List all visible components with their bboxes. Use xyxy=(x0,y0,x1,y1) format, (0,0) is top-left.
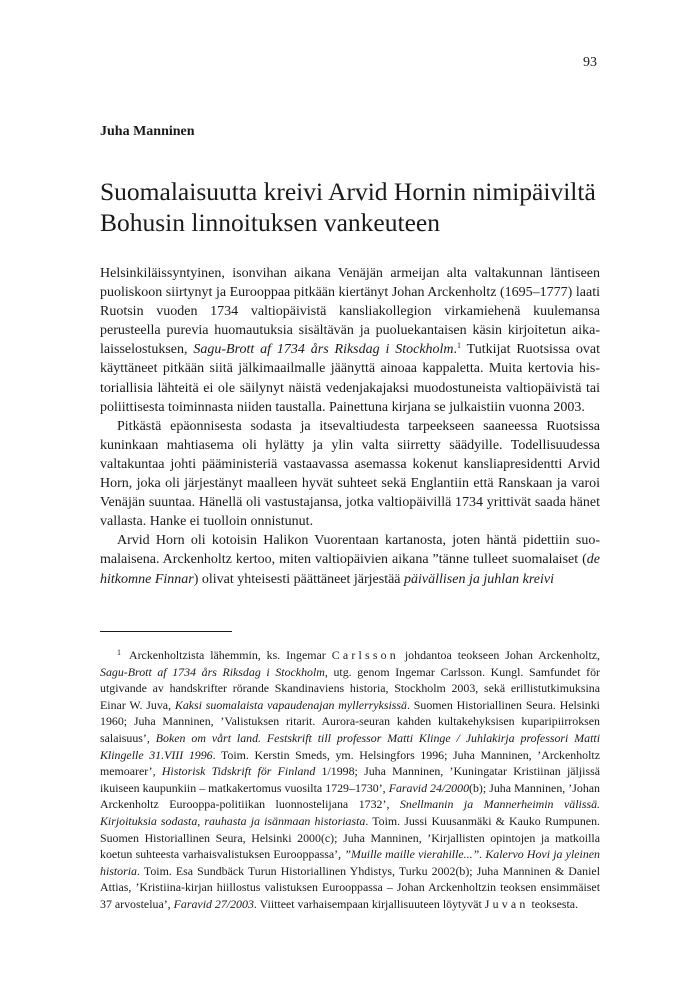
footnote-title: Historisk Tidskrift för Finland xyxy=(161,764,316,779)
body-text: Tutkijat Ruotsissa ovat käyttäneet pitkään siitä jälkimaailmalle jäänyttä ainoaa kappaletta. Muita kertovia historiallisia lähteitä ei ole säilynyt näistä vedenjakajaksi muodostuneista valtiopäivistä tai poliittisesta toiminnasta niiden taustalla. Painettuna kirjana se julkaistiin vuonna 2003. xyxy=(100,342,600,415)
article-title-line-2: Bohusin linnoituksen vankeuteen xyxy=(100,208,440,237)
footnote-marker: 1 xyxy=(117,648,121,657)
footnote-title: Sagu-Brott af 1734 års Riksdag i Stockholm xyxy=(100,664,325,679)
footnote-author-name: Carlsson xyxy=(331,648,399,662)
article-body xyxy=(100,264,600,589)
footnote-title: Snellmanin ja Mannerheimin välissä. Kirjoituksia sodasta, rauhasta ja isänmaan historiasta xyxy=(100,797,600,828)
footnote-author-name: Juvan xyxy=(484,896,529,911)
body-paragraph-3 xyxy=(100,531,600,588)
footnote-text: . Viitteet varhaisempaan kirjallisuuteen löytyvät xyxy=(253,896,485,911)
footnote-text: (b); Juha Manninen, ’Johan Arckenholtz Eurooppa-politiikan luonnostelijana 1732’, xyxy=(100,780,600,812)
footnote-reference: 1 xyxy=(457,341,462,351)
footnote-text: Arckenholtzista lähemmin, ks. Ingemar xyxy=(129,648,332,662)
footnote-text: , utg. genom Ingemar Carlsson. Kungl. Samfundet för utgivande av handskrifter rörande Skandinaviens historia, Stockholm 2003, sekä erillistutkimuksina Einar W. Juva, xyxy=(100,664,600,712)
book-title: Sagu-Brott af 1734 års Riksdag i Stockholm xyxy=(193,342,454,358)
page-number: 93 xyxy=(583,55,597,70)
footnote-title: Kaksi suomalaista vapaudenajan myllerryksissä xyxy=(174,697,407,712)
footnote-text: . Toim. Jussi Kuusanmäki & Kauko Rumpunen. Suomen Historiallinen Seura, Helsinki 2000(c); Juha Manninen, ’Kirjallisten opintojen ja matkoilla koetun suhteesta varhaisvalistuksen Eurooppassa’, xyxy=(100,813,600,862)
footnote-title: Faravid 24/2000 xyxy=(388,780,470,795)
footnote-text: . Suomen Historiallinen Seura. Helsinki 1960; Juha Manninen, ’Valistuksen ritarit. Aurora-seuran kahden kultakehyksisen kuparipiirroksen salaisuus’, xyxy=(100,697,600,745)
footnote-title: ”Muille maille vierahille...”. Kalervo Hovi ja yleinen historia xyxy=(100,847,600,878)
footnote-text: . Toim. Kerstin Smeds, ym. Helsingfors 1996; Juha Manninen, ’Arckenholtz memoarer’, xyxy=(100,747,601,779)
body-text: . xyxy=(453,342,458,358)
body-text: ) olivat yhteisesti päättäneet järjestää xyxy=(193,571,405,587)
footnote-separator xyxy=(100,631,232,632)
body-paragraph-1 xyxy=(100,264,600,417)
footnote-text: 1/1998; Juha Manninen, ’Kuningatar Kristiinan jäljissä ikuiseen kaupunkiin – matkakertomus vuosilta 1729–1730’, xyxy=(100,764,601,795)
body-text: Arvid Horn oli kotoisin Halikon Vuorentaan kartanosta, joten häntä pidettiin suomalaisena. Arckenholtz kertoo, miten valtiopäivien aikana ”tänne tulleet suomalaiset ( xyxy=(100,533,600,568)
footnote-text: teoksesta. xyxy=(528,896,579,911)
body-paragraph-2: Pitkästä epäonnisesta sodasta ja itsevaltiudesta tarpeekseen saaneessa Ruotsissa kuninkaan mahtiasema oli hylätty ja ylin valta siirretty säädyille. Todellisuudessa valtakuntaa johti pääministeriä vastaavassa asemassa kokenut kansliapresidentti Arvid Horn, joka oli järjestänyt maalleen hyvät suhteet sekä Englantiin että Ranskaan ja varoi Venäjän suuntaa. Hänellä oli vastustajansa, jotka valtiopäivillä 1734 yrittivät saada hänet vallasta. Hanke ei tuolloin onnistunut. xyxy=(100,418,600,530)
footnote-1 xyxy=(100,645,600,913)
article-title-line-1: Suomalaisuutta kreivi Arvid Hornin nimipäiviltä xyxy=(100,177,596,206)
quoted-phrase: päivällisen ja juhlan kreivi xyxy=(404,571,554,587)
body-text: Helsinkiläissyntyinen, isonvihan aikana Venäjän armeijan alta valtakunnan läntiseen puoliskoon siirtynyt ja Eurooppaa pitkään kiertänyt Johan Arckenholtz (1695–1777) laati Ruotsin vuoden 1734 valtiopäivistä kansliakollegion virkamiehenä kuulemansa perusteella purevia huomautuksia sisältävän ja puoluekantaisen käsin kirjoitetun aikalaisselostuksen, xyxy=(100,266,600,358)
footnote-title: Faravid 27/2003 xyxy=(173,896,254,911)
quoted-phrase: de hitkomne Finnar xyxy=(100,552,600,587)
article-author: Juha Manninen xyxy=(100,124,195,139)
article-title xyxy=(100,176,620,238)
footnote-title: Boken om vårt land. Festskrift till professor Matti Klinge / Juhlakirja professori Matti Klingelle 31.VIII 1996 xyxy=(100,730,600,762)
footnote-text: . Toim. Esa Sundbäck Turun Historiallinen Yhdistys, Turku 2002(b); Juha Manninen & Daniel Attias, ’Kristiina-kirjan hiillostus valistuksen Eurooppassa – Johan Arckenholtzin teoksen ensimmäiset 37 arvostelua’, xyxy=(100,863,600,911)
footnote-text: johdantoa teokseen Johan Arckenholtz, xyxy=(398,648,600,662)
